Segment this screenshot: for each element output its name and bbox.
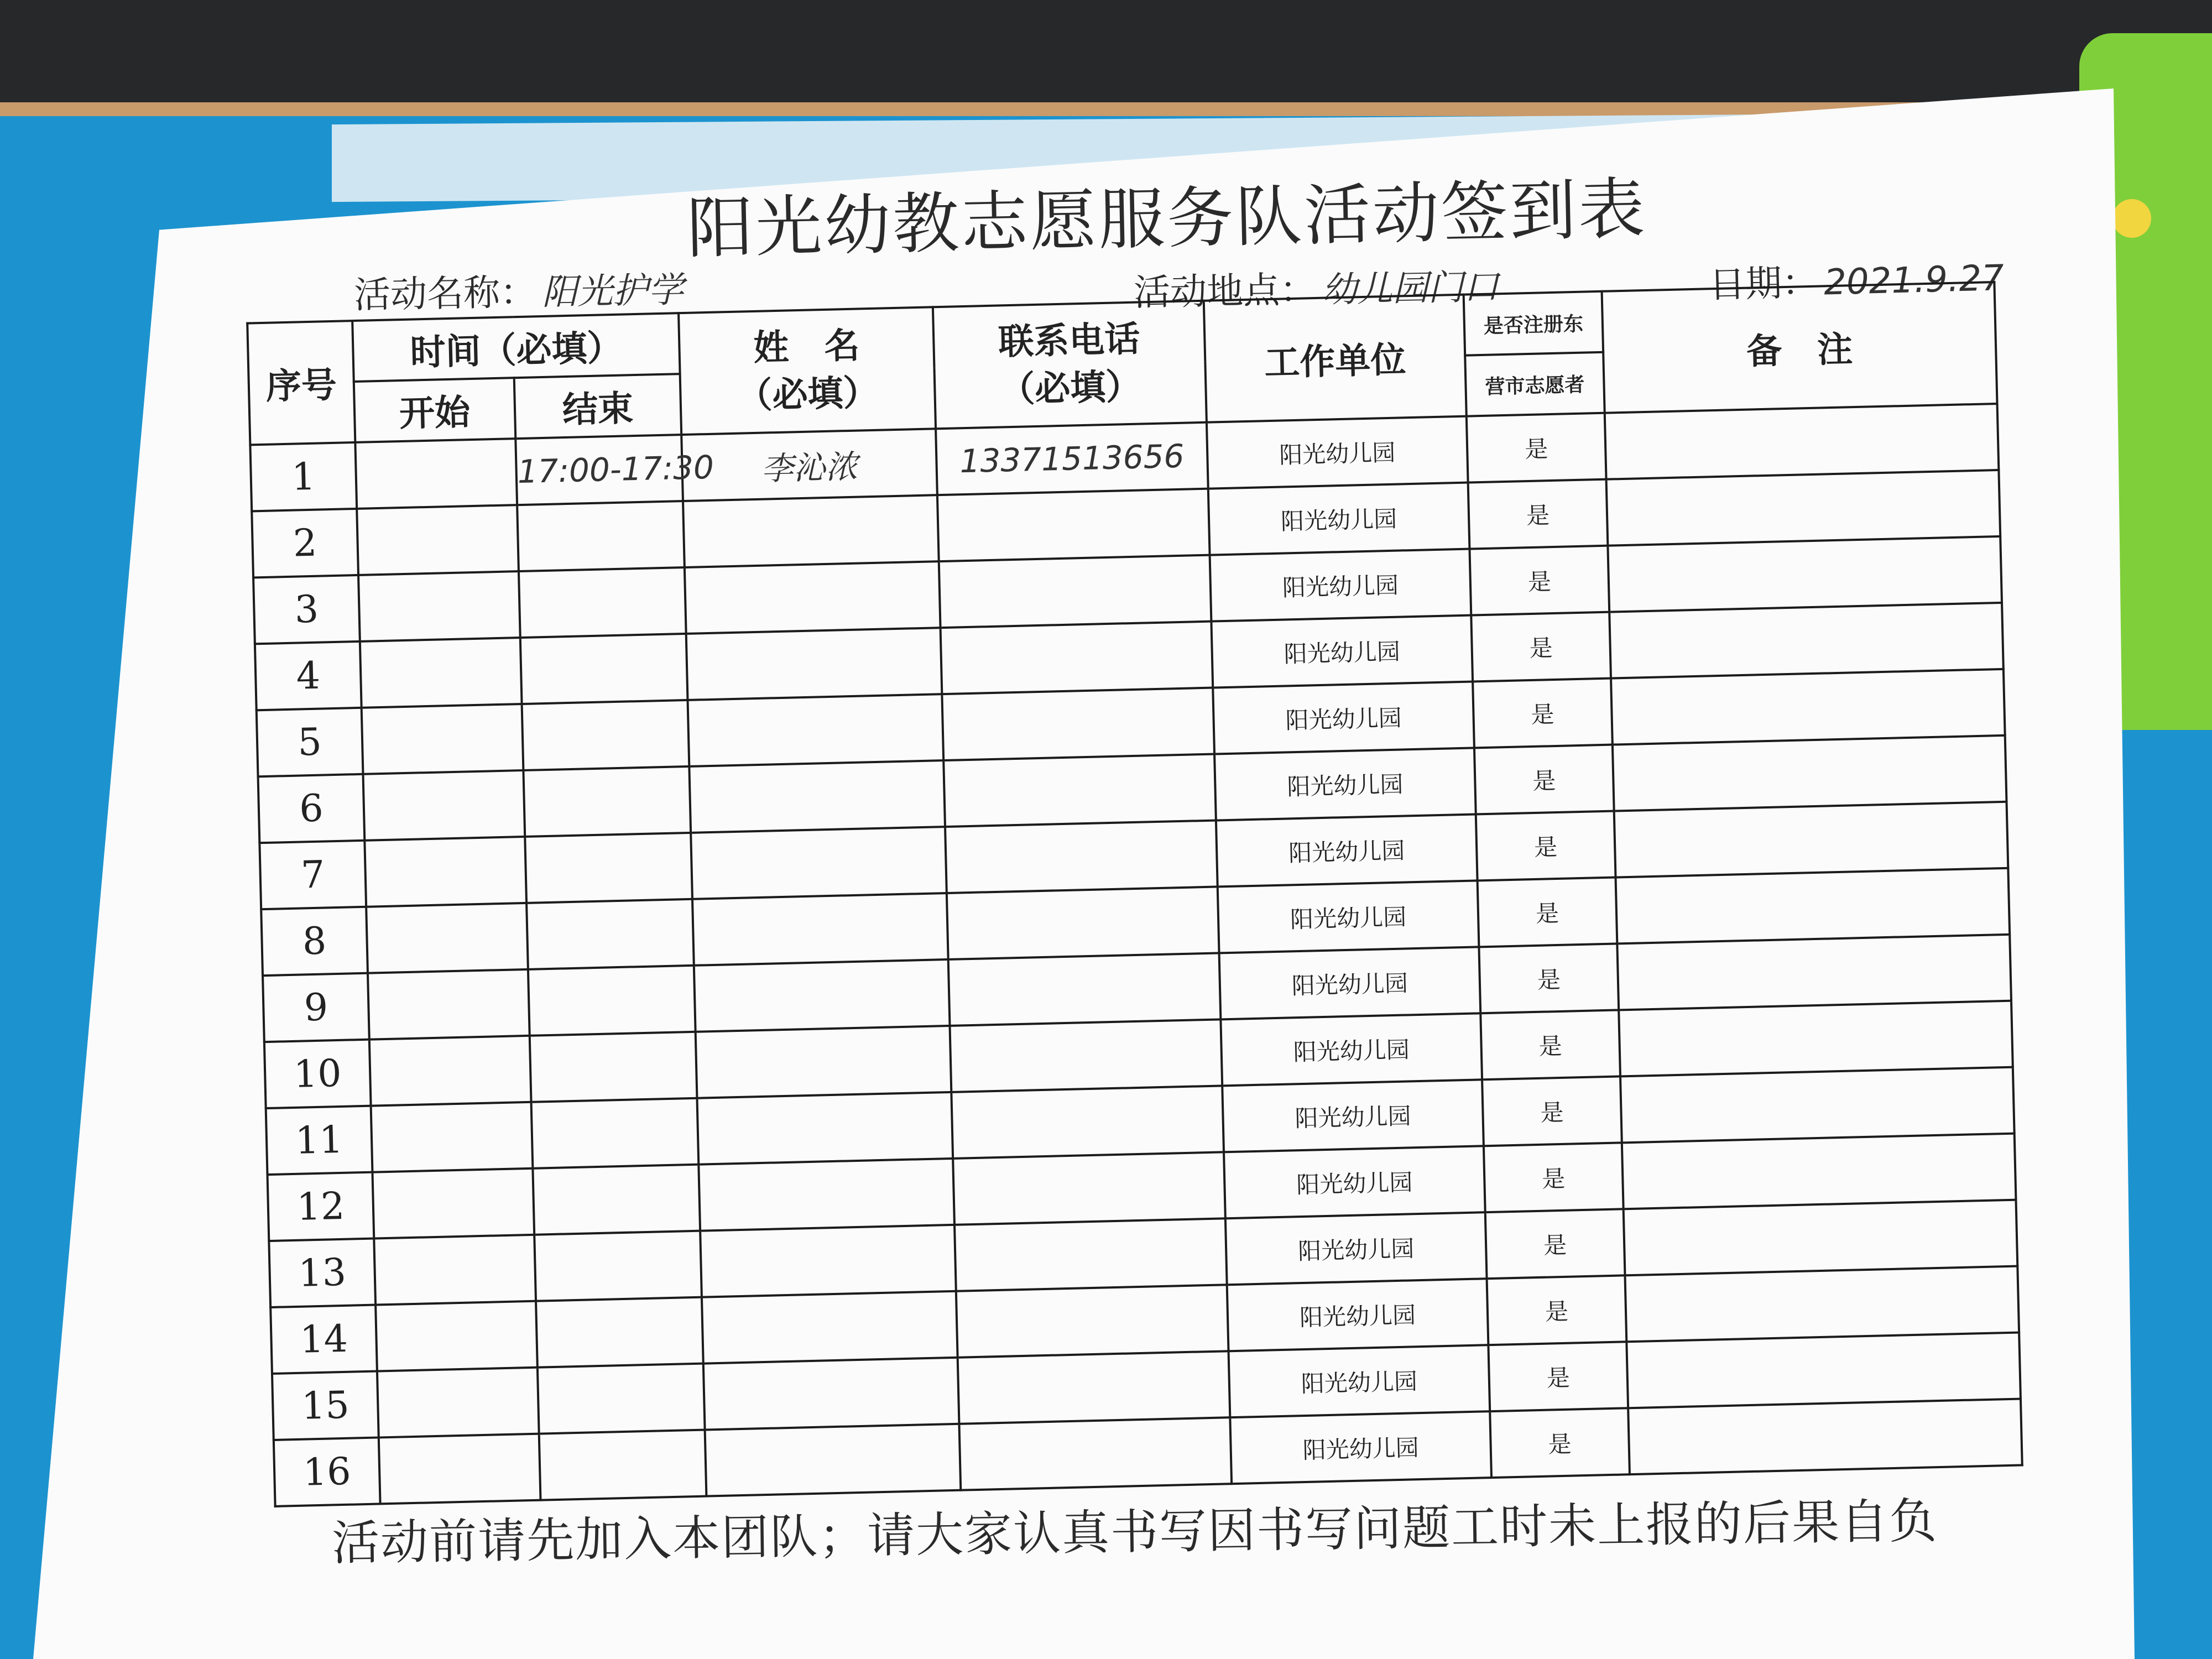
end-time-cell <box>534 1231 702 1301</box>
remark-cell <box>1617 935 2011 1010</box>
unit-cell: 阳光幼儿园 <box>1213 681 1474 754</box>
end-time-cell <box>523 766 691 837</box>
end-time-cell <box>528 966 696 1036</box>
activity-name <box>353 260 684 318</box>
phone-cell: 13371513656 <box>936 422 1208 495</box>
registered-cell: 是 <box>1473 679 1613 748</box>
remark-cell <box>1605 404 1999 479</box>
name-cell <box>696 1026 952 1098</box>
remark-cell <box>1616 868 2010 944</box>
unit-cell: 阳光幼儿园 <box>1227 1279 1489 1351</box>
start-time-cell <box>377 1368 539 1438</box>
remark-cell <box>1624 1200 2018 1276</box>
signin-table <box>246 281 2023 1507</box>
registered-cell: 是 <box>1482 1076 1622 1146</box>
name-cell <box>697 1092 953 1165</box>
unit-cell: 阳光幼儿园 <box>1210 549 1472 622</box>
header-registered-line1: 是否注册东 <box>1464 291 1604 356</box>
phone-cell <box>947 886 1219 959</box>
start-time-cell <box>363 770 525 841</box>
row-index: 6 <box>258 774 365 843</box>
phone-cell <box>956 1285 1229 1358</box>
unit-cell: 阳光幼儿园 <box>1208 483 1470 555</box>
remark-cell <box>1609 603 2004 679</box>
end-time-cell <box>538 1364 705 1434</box>
start-time-cell <box>366 903 528 973</box>
remark-cell <box>1622 1134 2016 1209</box>
name-cell <box>705 1424 961 1496</box>
start-time-cell <box>379 1434 541 1504</box>
unit-cell: 阳光幼儿园 <box>1220 1013 1482 1086</box>
header-unit: 工作单位 <box>1204 295 1467 422</box>
phone-cell <box>943 754 1216 827</box>
header-remark: 备 注 <box>1602 282 1997 413</box>
start-time-cell <box>375 1301 538 1371</box>
header-start: 开始 <box>354 378 516 442</box>
name-cell <box>703 1358 959 1430</box>
phone-cell <box>942 688 1214 761</box>
header-end: 结束 <box>514 374 682 439</box>
remark-cell <box>1619 1001 2013 1077</box>
row-index: 15 <box>272 1371 379 1440</box>
name-cell <box>692 893 948 966</box>
row-index: 4 <box>255 641 362 710</box>
name-cell: 李沁浓 <box>681 429 937 501</box>
start-time-cell <box>358 571 520 641</box>
registered-cell: 是 <box>1474 745 1614 815</box>
unit-cell: 阳光幼儿园 <box>1224 1146 1485 1218</box>
remark-cell <box>1611 669 2005 745</box>
page-title: 阳光幼教志愿服务队活动签到表 <box>686 170 1648 268</box>
remark-cell <box>1614 802 2008 878</box>
phone-cell <box>953 1152 1225 1225</box>
row-index: 14 <box>270 1305 377 1374</box>
remark-cell <box>1620 1067 2015 1143</box>
remark-cell <box>1608 536 2002 612</box>
end-time-cell <box>539 1430 707 1500</box>
row-index: 9 <box>263 973 369 1042</box>
activity-date-value: 2021.9.27 <box>1823 258 2005 304</box>
row-index: 8 <box>261 907 368 975</box>
remark-cell <box>1626 1333 2021 1408</box>
start-time-cell <box>357 505 519 575</box>
activity-name-label: 活动名称： <box>353 270 537 317</box>
background-top <box>0 0 2212 116</box>
name-cell <box>691 827 947 899</box>
name-cell <box>688 694 944 766</box>
end-time-cell <box>522 700 690 770</box>
row-index: 10 <box>264 1040 371 1108</box>
end-time-cell <box>520 634 688 704</box>
unit-cell: 阳光幼儿园 <box>1222 1079 1484 1152</box>
registered-cell: 是 <box>1484 1142 1624 1212</box>
start-time-cell <box>360 638 522 708</box>
name-cell <box>694 959 950 1032</box>
registered-cell: 是 <box>1476 811 1616 881</box>
phone-cell <box>941 622 1213 695</box>
end-time-cell <box>519 567 686 638</box>
activity-date-label: 日期： <box>1708 260 1819 306</box>
phone-cell <box>958 1351 1230 1424</box>
activity-location-value: 幼儿园门口 <box>1321 267 1499 311</box>
footer-note: 活动前请先加入本团队；请大家认真书写因书写问题工时未上报的后果自负 <box>331 1493 1938 1572</box>
start-time-cell <box>369 1036 531 1106</box>
header-time: 时间（必填） <box>352 313 680 382</box>
activity-location-label: 活动地点： <box>1133 268 1317 314</box>
row-index: 16 <box>274 1437 380 1506</box>
name-cell <box>686 628 942 700</box>
header-name: 姓 名 （必填） <box>679 307 936 435</box>
end-time-cell <box>517 501 685 571</box>
end-time-cell <box>526 899 694 969</box>
unit-cell: 阳光幼儿园 <box>1216 814 1478 886</box>
row-index: 5 <box>257 708 363 776</box>
name-cell <box>689 760 945 833</box>
row-index: 2 <box>252 509 358 577</box>
name-cell <box>702 1291 958 1364</box>
start-time-cell <box>368 969 530 1040</box>
end-time-cell <box>531 1098 699 1168</box>
unit-cell: 阳光幼儿园 <box>1219 947 1481 1019</box>
registered-cell: 是 <box>1471 612 1611 682</box>
start-time-cell <box>355 439 517 509</box>
name-cell <box>685 561 941 634</box>
row-index: 7 <box>259 841 366 909</box>
phone-cell <box>954 1218 1227 1291</box>
end-time-cell <box>525 833 692 903</box>
remark-cell <box>1625 1266 2019 1342</box>
row-index: 1 <box>250 442 357 511</box>
row-index: 3 <box>253 575 360 644</box>
remark-cell <box>1628 1399 2022 1475</box>
start-time-cell <box>371 1102 533 1172</box>
unit-cell: 阳光幼儿园 <box>1218 880 1479 953</box>
registered-cell: 是 <box>1487 1275 1627 1345</box>
start-time-cell <box>374 1235 536 1305</box>
phone-cell <box>950 1019 1223 1092</box>
end-time-cell <box>536 1297 703 1368</box>
row-index: 13 <box>269 1239 375 1307</box>
flower-icon <box>2112 199 2151 238</box>
registered-cell: 是 <box>1490 1408 1630 1478</box>
phone-cell <box>948 953 1221 1026</box>
end-time-cell: 17:00-17:30 <box>515 435 683 505</box>
phone-cell <box>937 489 1210 562</box>
activity-name-value: 阳光护学 <box>541 269 684 314</box>
unit-cell: 阳光幼儿园 <box>1229 1345 1490 1417</box>
end-time-cell <box>533 1165 700 1235</box>
phone-cell <box>945 821 1218 894</box>
registered-cell: 是 <box>1478 878 1618 947</box>
table-body <box>250 404 2022 1506</box>
header-registered-line2: 营市志愿者 <box>1465 352 1605 416</box>
remark-cell <box>1606 470 2001 546</box>
registered-cell: 是 <box>1480 1010 1620 1079</box>
unit-cell: 阳光幼儿园 <box>1207 416 1468 489</box>
unit-cell: 阳光幼儿园 <box>1214 748 1476 820</box>
phone-cell <box>959 1417 1232 1490</box>
unit-cell: 阳光幼儿园 <box>1225 1212 1487 1285</box>
registered-cell: 是 <box>1469 546 1609 615</box>
row-index: 12 <box>268 1172 374 1241</box>
registered-cell: 是 <box>1485 1209 1625 1279</box>
registered-cell: 是 <box>1468 479 1608 549</box>
phone-cell <box>951 1086 1224 1159</box>
remark-cell <box>1613 735 2007 811</box>
registered-cell: 是 <box>1488 1342 1628 1411</box>
start-time-cell <box>372 1168 534 1239</box>
name-cell <box>700 1225 956 1297</box>
unit-cell: 阳光幼儿园 <box>1230 1411 1491 1484</box>
unit-cell: 阳光幼儿园 <box>1211 615 1473 688</box>
row-index: 11 <box>266 1106 373 1175</box>
name-cell <box>683 495 939 567</box>
start-time-cell <box>364 837 526 907</box>
end-time-cell <box>530 1032 697 1102</box>
start-time-cell <box>362 704 524 774</box>
registered-cell: 是 <box>1479 943 1619 1013</box>
header-index: 序号 <box>247 321 355 445</box>
header-phone: 联系电话 （必填） <box>933 301 1207 429</box>
phone-cell <box>939 555 1212 628</box>
registered-cell: 是 <box>1467 413 1606 483</box>
name-cell <box>698 1159 954 1231</box>
